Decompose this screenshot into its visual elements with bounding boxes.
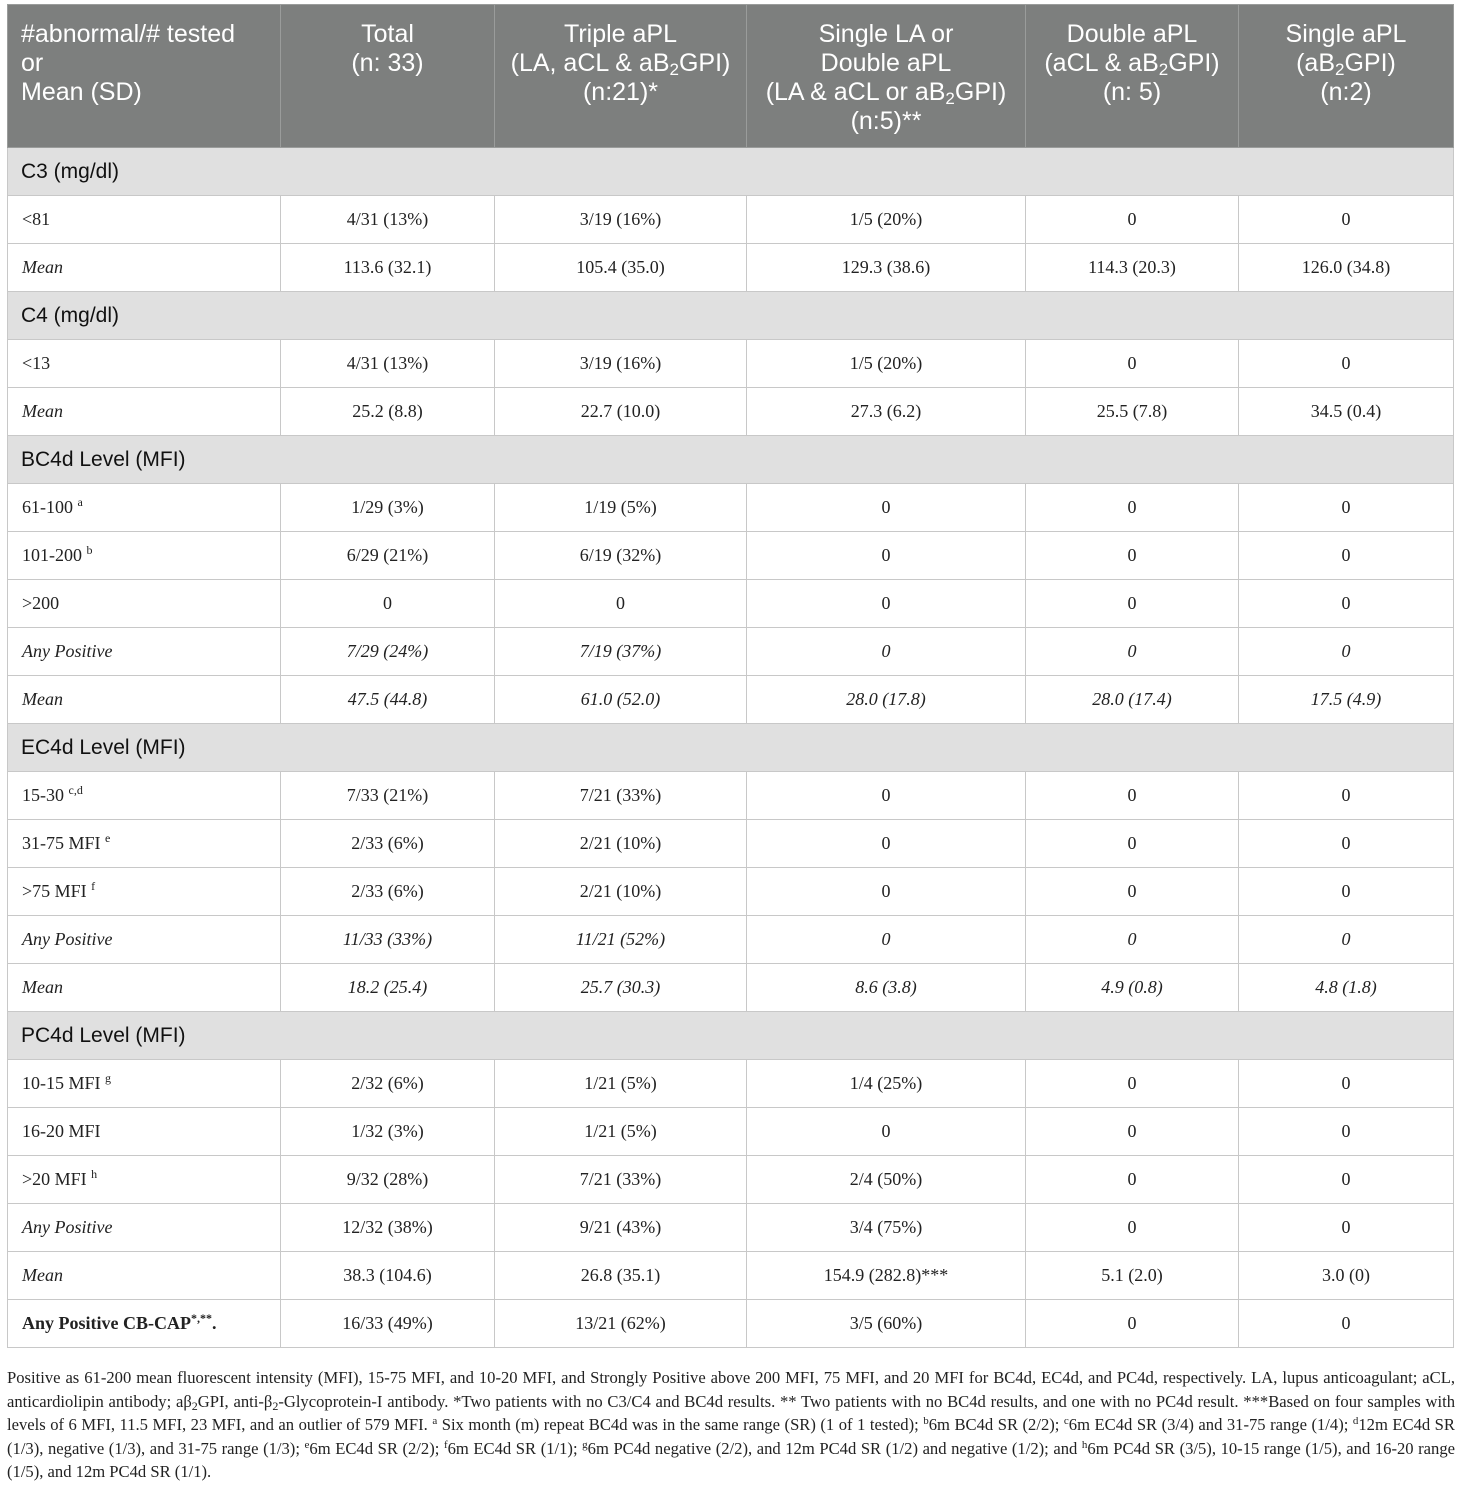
row-label: 16-20 MFI <box>8 1108 281 1156</box>
footnote-segment: Positive as 61-200 mean fluorescent intensity (MFI), 15-75 MFI, and 10-20 MFI, and Strongly Positive above 200 MFI, 75 MFI, and 20 MFI for BC4d, EC4d, and PC4d, respectively. LA, lupus anticoagulant; aCL, anticardiolipin antibody; aβ <box>7 1368 1455 1411</box>
table-cell: 0 <box>747 484 1026 532</box>
footnote-segment: 6m EC4d SR (1/1); <box>447 1438 583 1458</box>
table-cell: 0 <box>1026 484 1239 532</box>
row-label: <81 <box>8 196 281 244</box>
table-cell: 4/31 (13%) <box>281 340 495 388</box>
table-cell: 25.5 (7.8) <box>1026 388 1239 436</box>
row-label: Mean <box>8 676 281 724</box>
table-cell: 1/21 (5%) <box>495 1108 747 1156</box>
table-cell: 4/31 (13%) <box>281 196 495 244</box>
header-col-single-la-line4: (n:5)** <box>850 107 922 135</box>
header-col-double-line2: (aCL & $aB_2GPI$) <box>1044 49 1220 79</box>
header-col-total-line1: Total <box>361 20 414 48</box>
table-row <box>8 1204 1454 1252</box>
header-col-single-la-line2: Double aPL <box>820 49 952 77</box>
table-cell: 0 <box>1239 1108 1454 1156</box>
table-cell: 12/32 (38%) <box>281 1204 495 1252</box>
header-col-double <box>1026 5 1239 148</box>
table-cell: 0 <box>1026 1300 1239 1348</box>
footnote-segment: a <box>432 1415 438 1427</box>
table-row <box>8 340 1454 388</box>
table-cell: 0 <box>1239 196 1454 244</box>
header-col-single-apl <box>1239 5 1454 148</box>
row-label: 61-100 $^a$ <box>8 484 281 532</box>
row-label: Any Positive <box>8 1204 281 1252</box>
header-col-total <box>281 5 495 148</box>
table-cell: 25.2 (8.8) <box>281 388 495 436</box>
row-label: 31-75 MFI $^e$ <box>8 820 281 868</box>
table-cell: 3.0 (0) <box>1239 1252 1454 1300</box>
row-label: Any Positive <box>8 628 281 676</box>
row-label: Mean <box>8 964 281 1012</box>
header-col-metric <box>8 5 281 148</box>
table-cell: 114.3 (20.3) <box>1026 244 1239 292</box>
table-row <box>8 820 1454 868</box>
table-cell: 47.5 (44.8) <box>281 676 495 724</box>
header-col-triple <box>495 5 747 148</box>
table-cell: 0 <box>747 772 1026 820</box>
table-cell: 1/5 (20%) <box>747 340 1026 388</box>
table-cell: 61.0 (52.0) <box>495 676 747 724</box>
footnote-marker: e <box>105 831 111 845</box>
header-col-triple-line3: (n:21)* <box>582 78 659 106</box>
header-col-single-la-line1: Single LA or <box>818 20 954 48</box>
footnote-segment: b <box>923 1415 929 1427</box>
row-label: Mean <box>8 388 281 436</box>
table-row <box>8 1060 1454 1108</box>
table-cell: 154.9 (282.8)*** <box>747 1252 1026 1300</box>
table-row <box>8 484 1454 532</box>
table-cell: 7/29 (24%) <box>281 628 495 676</box>
header-row <box>8 5 1454 148</box>
footnote-segment: -Glycoprotein-I antibody. *Two patients with no C3/C4 and BC4d results. ** Two patients with no BC4d results, and one with no PC4d result. ***Based on four samples with levels of 6 MFI, 11.5 MFI, 23 MFI, and an outlier of 579 MFI. <box>7 1391 1456 1434</box>
footnote-segment: f <box>443 1438 448 1451</box>
table-cell: 34.5 (0.4) <box>1239 388 1454 436</box>
table-cell: 2/32 (6%) <box>281 1060 495 1108</box>
table-cell: 0 <box>1026 580 1239 628</box>
section-header-row <box>8 1012 1454 1060</box>
footnote-marker: f <box>91 879 96 893</box>
table-cell: 0 <box>747 1108 1026 1156</box>
table-row <box>8 964 1454 1012</box>
table-cell: 7/21 (33%) <box>495 1156 747 1204</box>
footnote-segment: c <box>1063 1415 1069 1427</box>
table-row <box>8 1156 1454 1204</box>
table-cell: 5.1 (2.0) <box>1026 1252 1239 1300</box>
row-label: <13 <box>8 340 281 388</box>
table-cell: 9/32 (28%) <box>281 1156 495 1204</box>
header-col-triple-line2: (LA, aCL & $aB_2GPI$) <box>510 49 731 79</box>
table-cell: 0 <box>1026 628 1239 676</box>
section-header-row <box>8 148 1454 196</box>
table-cell: 11/33 (33%) <box>281 916 495 964</box>
table-row <box>8 628 1454 676</box>
section-title: C4 (mg/dl) <box>8 292 1454 340</box>
table-cell: 17.5 (4.9) <box>1239 676 1454 724</box>
table-cell: 2/21 (10%) <box>495 820 747 868</box>
table-cell: 18.2 (25.4) <box>281 964 495 1012</box>
footnote-marker: h <box>91 1167 98 1181</box>
footnote-segment: 6m BC4d SR (2/2); <box>928 1415 1064 1434</box>
row-label: 10-15 MFI $^g$ <box>8 1060 281 1108</box>
footnote-segment: 6m EC4d SR (3/4) and 31-75 range (1/4); <box>1068 1415 1353 1434</box>
table-cell: 0 <box>1026 1060 1239 1108</box>
table-cell: 7/33 (21%) <box>281 772 495 820</box>
table-cell: 0 <box>1239 1300 1454 1348</box>
table-cell: 0 <box>1239 772 1454 820</box>
table-cell: 0 <box>1239 820 1454 868</box>
header-col-double-line1: Double aPL <box>1066 20 1198 48</box>
header-col-metric-line1: #abnormal/# tested <box>21 20 236 48</box>
table-row <box>8 868 1454 916</box>
row-label: Any Positive CB-CAP*,**. <box>8 1300 281 1348</box>
footnote-segment: g <box>582 1438 588 1451</box>
table-cell: 28.0 (17.4) <box>1026 676 1239 724</box>
footnote-segment: 6m EC4d SR (2/2); <box>309 1438 444 1458</box>
table-cell: 0 <box>1239 868 1454 916</box>
row-label: Mean <box>8 1252 281 1300</box>
footnote-segment: d <box>1352 1415 1359 1427</box>
table-header <box>8 5 1454 148</box>
table-cell: 3/19 (16%) <box>495 196 747 244</box>
table-cell: 1/32 (3%) <box>281 1108 495 1156</box>
table-cell: 0 <box>1026 1156 1239 1204</box>
table-body <box>8 148 1454 1348</box>
table-cell: 25.7 (30.3) <box>495 964 747 1012</box>
header-col-single-apl-line2: $(aB_2GPI)$ <box>1296 49 1396 79</box>
row-label: >75 MFI $^f$ <box>8 868 281 916</box>
table-cell: 26.8 (35.1) <box>495 1252 747 1300</box>
table-cell: 16/33 (49%) <box>281 1300 495 1348</box>
table-cell: 0 <box>1026 820 1239 868</box>
section-title: PC4d Level (MFI) <box>8 1012 1454 1060</box>
table-row-any-positive-cbcap <box>8 1300 1454 1348</box>
table-cell: 0 <box>747 628 1026 676</box>
header-col-triple-line1: Triple aPL <box>563 20 677 48</box>
table-cell: 0 <box>1239 484 1454 532</box>
table-cell: 22.7 (10.0) <box>495 388 747 436</box>
footnote-marker: c,d <box>68 783 83 797</box>
table-cell: 4.9 (0.8) <box>1026 964 1239 1012</box>
header-col-metric-line2: or <box>21 49 44 77</box>
table-row <box>8 580 1454 628</box>
table-cell: 2/4 (50%) <box>747 1156 1026 1204</box>
row-label: Mean <box>8 244 281 292</box>
table-cell: 0 <box>1026 772 1239 820</box>
table-row <box>8 1252 1454 1300</box>
section-header-row <box>8 436 1454 484</box>
table-cell: 9/21 (43%) <box>495 1204 747 1252</box>
footnote-segment: e <box>304 1438 310 1451</box>
section-title: BC4d Level (MFI) <box>8 436 1454 484</box>
section-title: EC4d Level (MFI) <box>8 724 1454 772</box>
footnote-segment: Six month (m) repeat BC4d was in the same range (SR) (1 of 1 tested); <box>437 1415 924 1434</box>
footnote-marker: *,** <box>191 1311 212 1325</box>
table-cell: 7/21 (33%) <box>495 772 747 820</box>
table-cell: 1/19 (5%) <box>495 484 747 532</box>
section-title: C3 (mg/dl) <box>8 148 1454 196</box>
table-cell: 1/29 (3%) <box>281 484 495 532</box>
footnote-segment: 6m PC4d SR (3/5), 10-15 range (1/5), and 16-20 range (1/5), and 12m PC4d SR (1/1). <box>7 1438 1456 1481</box>
row-label: Any Positive <box>8 916 281 964</box>
table-cell: 27.3 (6.2) <box>747 388 1026 436</box>
table-row <box>8 1108 1454 1156</box>
table-cell: 0 <box>281 580 495 628</box>
table-cell: 6/19 (32%) <box>495 532 747 580</box>
table-cell: 4.8 (1.8) <box>1239 964 1454 1012</box>
table-cell: 0 <box>1239 532 1454 580</box>
table-cell: 11/21 (52%) <box>495 916 747 964</box>
table-row <box>8 532 1454 580</box>
footnote-segment: 6m PC4d negative (2/2), and 12m PC4d SR (1/2) and negative (1/2); and <box>587 1438 1082 1458</box>
table-cell: 7/19 (37%) <box>495 628 747 676</box>
row-label: 15-30 $^{c,d}$ <box>8 772 281 820</box>
table-cell: 38.3 (104.6) <box>281 1252 495 1300</box>
footnote-segment: GPI, anti-β <box>197 1391 273 1411</box>
table-row <box>8 196 1454 244</box>
table-cell: 1/4 (25%) <box>747 1060 1026 1108</box>
header-col-metric-line3: Mean (SD) <box>21 78 142 106</box>
results-table <box>7 4 1454 1348</box>
header-col-single-la-line3: (LA & aCL or $aB_2GPI$) <box>765 78 1007 108</box>
table-cell: 0 <box>495 580 747 628</box>
table-cell: 0 <box>1026 1108 1239 1156</box>
header-col-single-apl-line3: (n:2) <box>1320 78 1372 106</box>
table-cell: 0 <box>747 532 1026 580</box>
table-cell: 0 <box>1026 340 1239 388</box>
header-col-single-apl-line1: Single aPL <box>1285 20 1407 48</box>
footnote-segment: h <box>1081 1438 1088 1451</box>
table-cell: 0 <box>1026 532 1239 580</box>
table-cell: 6/29 (21%) <box>281 532 495 580</box>
table-cell: 126.0 (34.8) <box>1239 244 1454 292</box>
table-cell: 0 <box>1239 340 1454 388</box>
table-row <box>8 916 1454 964</box>
table-row <box>8 388 1454 436</box>
footnote-marker: g <box>105 1071 112 1085</box>
row-label: >200 <box>8 580 281 628</box>
table-cell: 0 <box>747 820 1026 868</box>
table-cell: 105.4 (35.0) <box>495 244 747 292</box>
table-cell: 0 <box>1239 916 1454 964</box>
header-col-single-la-double <box>747 5 1026 148</box>
table-cell: 0 <box>1239 1156 1454 1204</box>
footnote-marker: a <box>77 495 83 509</box>
table-cell: 8.6 (3.8) <box>747 964 1026 1012</box>
table-footnote <box>7 1366 1455 1484</box>
table-cell: 0 <box>1026 916 1239 964</box>
table-cell: 0 <box>1239 1204 1454 1252</box>
footnote-segment: 2 <box>191 1398 198 1413</box>
table-cell: 0 <box>1026 1204 1239 1252</box>
table-cell: 2/33 (6%) <box>281 820 495 868</box>
table-cell: 0 <box>747 580 1026 628</box>
row-label: 101-200 $^b$ <box>8 532 281 580</box>
table-cell: 0 <box>1239 580 1454 628</box>
table-cell: 113.6 (32.1) <box>281 244 495 292</box>
table-cell: 129.3 (38.6) <box>747 244 1026 292</box>
table-cell: 2/21 (10%) <box>495 868 747 916</box>
footnote-segment: 2 <box>272 1398 279 1413</box>
table-cell: 3/19 (16%) <box>495 340 747 388</box>
table-cell: 0 <box>747 868 1026 916</box>
row-label: >20 MFI $^h$ <box>8 1156 281 1204</box>
table-cell: 1/5 (20%) <box>747 196 1026 244</box>
header-col-total-line2: (n: 33) <box>351 49 424 77</box>
table-row <box>8 244 1454 292</box>
table-row <box>8 772 1454 820</box>
table-row <box>8 676 1454 724</box>
table-cell: 0 <box>747 916 1026 964</box>
table-cell: 28.0 (17.8) <box>747 676 1026 724</box>
table-cell: 0 <box>1026 196 1239 244</box>
table-cell: 1/21 (5%) <box>495 1060 747 1108</box>
table-cell: 3/4 (75%) <box>747 1204 1026 1252</box>
section-header-row <box>8 724 1454 772</box>
header-col-double-line3: (n: 5) <box>1102 78 1162 106</box>
table-cell: 0 <box>1026 868 1239 916</box>
table-cell: 0 <box>1239 628 1454 676</box>
footnote-segment: 12m EC4d SR (1/3), negative (1/3), and 31-75 range (1/3); <box>7 1415 1455 1458</box>
table-cell: 0 <box>1239 1060 1454 1108</box>
footnote-marker: b <box>86 543 93 557</box>
table-cell: 2/33 (6%) <box>281 868 495 916</box>
section-header-row <box>8 292 1454 340</box>
table-cell: 3/5 (60%) <box>747 1300 1026 1348</box>
table-cell: 13/21 (62%) <box>495 1300 747 1348</box>
